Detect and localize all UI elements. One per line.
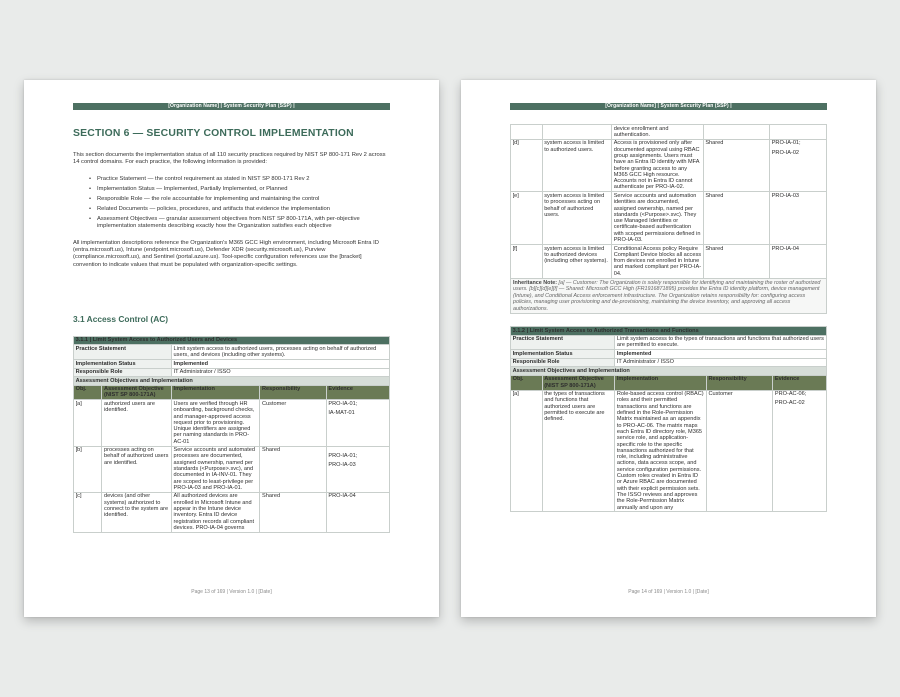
column-header: Evidence — [773, 375, 827, 390]
implementation-cell: Service accounts and automation identities are documented, assigned ownership, named per standards (<Purpose>.svc). They use Managed Identities or certificate-based authentication with scoped permissions defined in PRO-IA-03. — [612, 192, 704, 245]
table-row — [511, 139, 827, 192]
obj-cell — [511, 125, 543, 140]
column-header: Evidence — [326, 385, 389, 400]
objective-cell — [542, 125, 612, 140]
bullet-item: • Practice Statement — the control requirement as stated in NIST SP 800-171 Rev 2 — [97, 176, 390, 183]
evidence-ref: PRO-IA-03 — [328, 462, 356, 469]
obj-cell: [b] — [74, 446, 102, 492]
practice-label: Practice Statement — [74, 345, 172, 360]
control-title: 3.1.1 | Limit System Access to Authorized Users and Devices — [74, 336, 390, 344]
evidence-ref: PRO-AC-06; — [774, 391, 807, 398]
evidence-cell — [770, 125, 827, 140]
responsibility-cell: Customer — [706, 390, 772, 512]
running-header: [Organization Name] | System Security Plan (SSP) | — [510, 103, 827, 110]
role-value: IT Administrator / ISSO — [171, 368, 389, 376]
implementation-cell: Access is provisioned only after documented approval using RBAC group assignments. Users must have an Entra ID identity with MFA before granting access to any M365 GCC High resource. Accounts not in Entra ID cannot authenticate per PRO-IA-02. — [612, 139, 704, 192]
responsibility-cell: Shared — [703, 139, 769, 192]
responsibility-cell — [703, 125, 769, 140]
objective-cell: system access is limited to authorized devices (including other systems). — [542, 244, 612, 278]
column-header: Assessment Objective (NIST SP 800-171A) — [102, 385, 172, 400]
document-page-14 — [461, 80, 876, 617]
status-label: Implementation Status — [511, 350, 615, 358]
column-header: Responsibility — [706, 375, 772, 390]
table-row — [511, 192, 827, 245]
column-header: Implementation — [171, 385, 259, 400]
role-value: IT Administrator / ISSO — [615, 358, 827, 366]
responsibility-cell: Shared — [260, 446, 326, 492]
status-value: Implemented — [171, 360, 389, 368]
obj-cell: [f] — [511, 244, 543, 278]
environment-paragraph: All implementation descriptions reference the Organization's M365 GCC High environment, including Microsoft Entra ID (entra.microsoft.us), Intune (endpoint.microsoft.us), Defender XDR (security.microsoft.us), Purview (compliance.microsoft.us), and Sentinel (portal.azure.us). Tool-specific configuration references use the [bracket] convention to indicate values that must be populated with organization-specific settings. — [73, 240, 379, 268]
evidence-ref: IA-MAT-01 — [328, 410, 355, 417]
responsibility-cell: Customer — [260, 400, 326, 446]
evidence-ref: PRO-IA-03 — [771, 192, 800, 199]
evidence-cell — [326, 492, 389, 532]
evidence-cell — [326, 400, 389, 446]
table-row — [511, 244, 827, 278]
table-row — [74, 400, 390, 446]
page-footer: Page 13 of 169 | Version 1.0 | [Date] — [191, 589, 272, 595]
table-row — [74, 492, 390, 532]
objective-cell: authorized users are identified. — [102, 400, 172, 446]
objectives-heading: Assessment Objectives and Implementation — [511, 367, 827, 375]
evidence-cell — [773, 390, 827, 512]
evidence-cell — [770, 244, 827, 278]
bullet-item: • Assessment Objectives — granular assessment objectives from NIST SP 800-171A, with per-objective implementation statements describing exactly how the Organization satisfies each objective — [97, 216, 390, 230]
evidence-ref: PRO-IA-01; — [328, 453, 358, 460]
obj-cell: [a] — [511, 390, 543, 512]
subsection-title: 3.1 Access Control (AC) — [73, 313, 169, 324]
bullet-list — [73, 176, 390, 230]
section-title: SECTION 6 — SECURITY CONTROL IMPLEMENTATION — [73, 128, 354, 139]
column-header: Responsibility — [260, 385, 326, 400]
practice-value: Limit system access to the types of transactions and functions that authorized users are permitted to execute. — [615, 335, 827, 350]
objective-cell: processes acting on behalf of authorized users are identified. — [102, 446, 172, 492]
page-footer: Page 14 of 169 | Version 1.0 | [Date] — [628, 589, 709, 595]
table-row — [511, 125, 827, 140]
practice-label: Practice Statement — [511, 335, 615, 350]
responsibility-cell: Shared — [260, 492, 326, 532]
obj-cell: [a] — [74, 400, 102, 446]
objective-cell: the types of transactions and functions that authorized users are permitted to execute are defined. — [542, 390, 615, 512]
obj-cell: [c] — [74, 492, 102, 532]
document-page-13 — [24, 80, 439, 617]
evidence-cell — [770, 192, 827, 245]
objective-cell: system access is limited to authorized users. — [542, 139, 612, 192]
control-table-3-1-1 — [73, 336, 390, 533]
responsibility-cell: Shared — [703, 244, 769, 278]
implementation-cell: device enrollment and authentication. — [612, 125, 704, 140]
inheritance-label: Inheritance Note: — [513, 279, 558, 286]
implementation-cell: Service accounts and automated processes are documented, assigned ownership, named per standards (<Purpose>.svc), and documented in IA-INV-01. They are scoped to least-privilege per PRO-IA-03 and PRO-IA-01. — [171, 446, 259, 492]
objectives-heading: Assessment Objectives and Implementation — [74, 377, 390, 385]
evidence-ref: PRO-IA-02 — [771, 149, 800, 156]
column-header: Obj. — [74, 385, 102, 400]
bullet-item: • Related Documents — policies, procedures, and artifacts that evidence the implementation — [97, 206, 390, 213]
practice-value: Limit system access to authorized users, processes acting on behalf of authorized users, and devices (including other systems). — [171, 345, 389, 360]
status-value: Implemented — [615, 350, 827, 358]
role-label: Responsible Role — [74, 368, 172, 376]
control-title: 3.1.2 | Limit System Access to Authorized Transactions and Functions — [511, 327, 827, 335]
evidence-ref: PRO-IA-01; — [328, 400, 358, 407]
running-header: [Organization Name] | System Security Plan (SSP) | — [73, 103, 390, 110]
column-header: Implementation — [615, 375, 707, 390]
control-table-3-1-1-continued — [510, 124, 827, 279]
evidence-ref: PRO-IA-04 — [771, 245, 800, 252]
evidence-cell — [326, 446, 389, 492]
control-table-3-1-2 — [510, 326, 827, 512]
column-header: Assessment Objective (NIST SP 800-171A) — [542, 375, 615, 390]
evidence-ref: PRO-IA-04 — [328, 493, 356, 500]
inheritance-text: [a] — Customer: The Organization is solely responsible for identifying and maintaining the roster of authorized users. [b][c][d][e][f] — Shared: Microsoft GCC High (FR1916871895) provides the Entra ID identity platform, device management (Intune), and Conditional Access enforcement infrastructure. The Organization retains responsibility for: configuring access policies, managing user provisioning and de-provisioning, maintaining the device inventory, and approving all access authorizations. — [513, 279, 821, 312]
intro-paragraph: This section documents the implementation status of all 110 security practices required by NIST SP 800-171 Rev 2 across 14 control domains. For each practice, the following information is provided: — [73, 152, 386, 166]
evidence-ref: PRO-IA-01; — [771, 140, 801, 147]
table-row — [511, 390, 827, 512]
evidence-ref: PRO-AC-02 — [774, 400, 805, 407]
implementation-cell: Role-based access control (RBAC) roles and their permitted transactions and functions are defined in the Role-Permission Matrix maintained as an appendix to PRO-AC-06. The matrix maps each Entra ID directory role, M365 service role, and application-specific role to the specific transactions authorized for that role, including administrative actions, data access scope, and service configuration permissions. Custom roles created in Entra ID or Azure RBAC are documented with their explicit permission sets. The ISSO reviews and approves the Role-Permission Matrix annually and upon any — [615, 390, 707, 512]
bullet-item: • Responsible Role — the role accountable for implementing and maintaining the control — [97, 196, 390, 203]
responsibility-cell: Shared — [703, 192, 769, 245]
column-header: Obj. — [511, 375, 543, 390]
evidence-cell — [770, 139, 827, 192]
implementation-cell: Conditional Access policy Require Compliant Device blocks all access from devices not enrolled in Intune and marked compliant per PRO-IA-04. — [612, 244, 704, 278]
implementation-cell: All authorized devices are enrolled in Microsoft Intune and appear in the Intune device inventory. Entra ID device registration records all compliant devices. PRO-IA-04 governs — [171, 492, 259, 532]
role-label: Responsible Role — [511, 358, 615, 366]
bullet-item: • Implementation Status — Implemented, Partially Implemented, or Planned — [97, 186, 390, 193]
status-label: Implementation Status — [74, 360, 172, 368]
inheritance-note — [510, 279, 827, 315]
table-row — [74, 446, 390, 492]
obj-cell: [e] — [511, 192, 543, 245]
implementation-cell: Users are verified through HR onboarding, background checks, and manager-approved access request prior to provisioning. Unique identifiers are assigned per naming standards in PRO-AC-01 — [171, 400, 259, 446]
objective-cell: system access is limited to processes acting on behalf of authorized users. — [542, 192, 612, 245]
obj-cell: [d] — [511, 139, 543, 192]
objective-cell: devices (and other systems) authorized to connect to the system are identified. — [102, 492, 172, 532]
